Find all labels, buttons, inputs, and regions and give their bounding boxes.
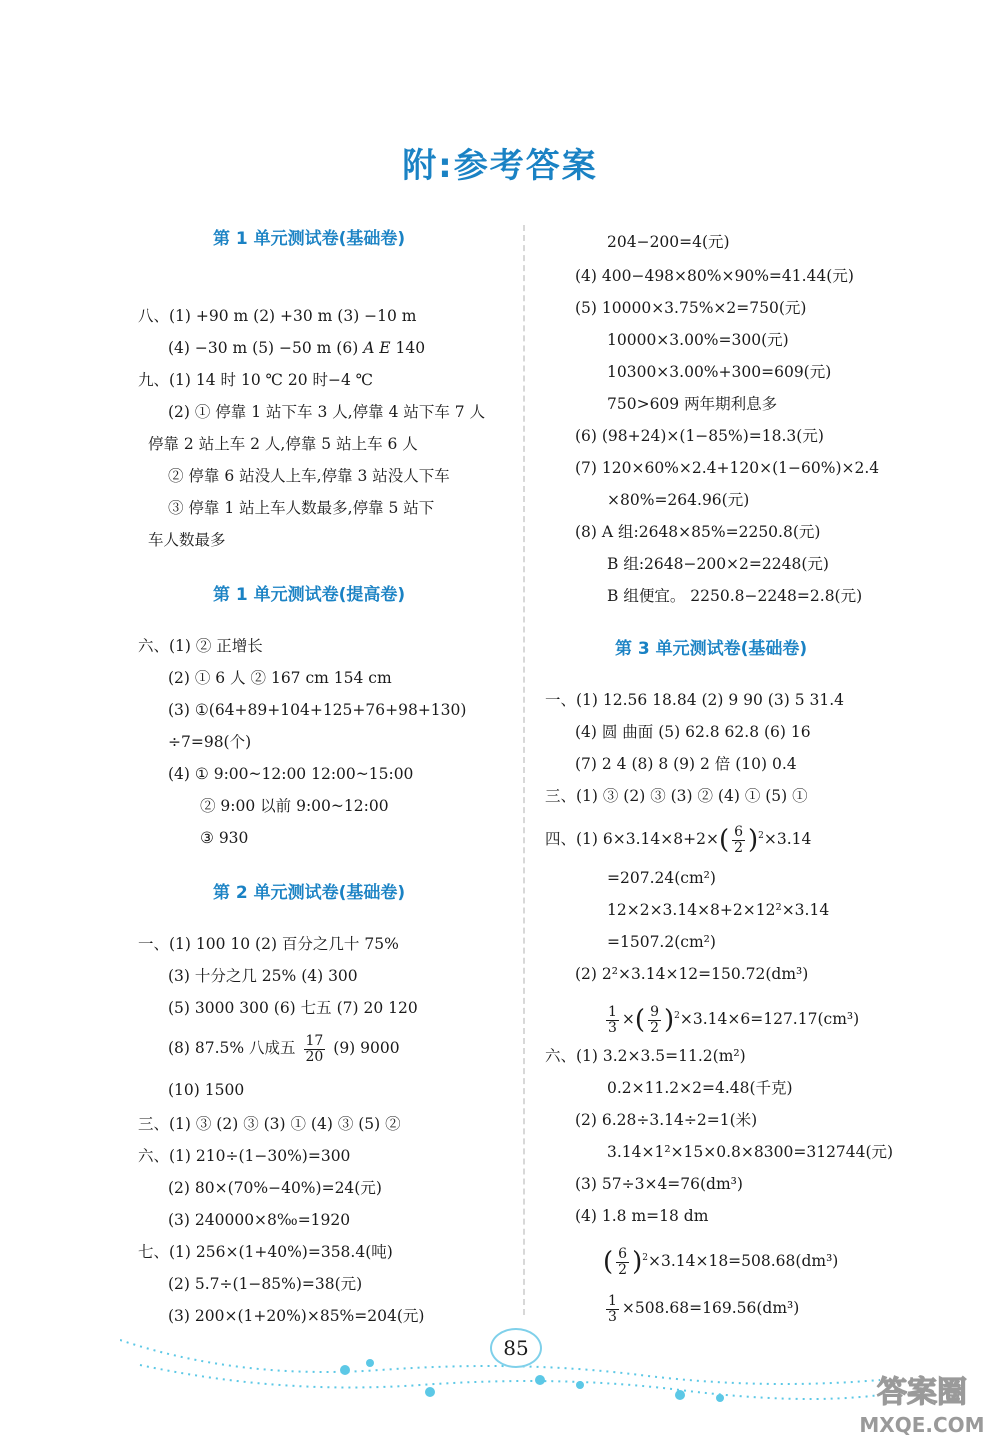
answer-line: 三、(1) ③ (2) ③ (3) ② (4) ① (5) ①: [545, 787, 808, 805]
answer-line: ÷7=98(个): [168, 733, 252, 751]
fraction: [732, 825, 745, 856]
fraction-numerator: 6: [618, 1245, 628, 1262]
fraction-denominator: 3: [608, 1019, 617, 1036]
fraction-numerator: 6: [734, 823, 744, 840]
answer-line: (2) 6.28÷3.14÷2=1(米): [575, 1111, 758, 1129]
fraction-denominator: 2: [618, 1261, 628, 1278]
section-title: 第 3 单元测试卷(基础卷): [615, 639, 808, 659]
answer-line: 10300×3.00%+300=609(元): [607, 363, 832, 381]
answer-line: 九、(1) 14 时 10 ℃ 20 时−4 ℃: [138, 371, 374, 389]
fraction-denominator: 3: [608, 1308, 617, 1325]
answer-line: (5) 10000×3.75%×2=750(元): [575, 299, 807, 317]
answer-line: 10000×3.00%=300(元): [607, 331, 789, 349]
answer-line: [168, 338, 425, 358]
answer-line: 一、(1) 12.56 18.84 (2) 9 90 (3) 5 31.4: [545, 691, 844, 709]
answer-line: (7) 120×60%×2.4+120×(1−60%)×2.4: [575, 459, 880, 477]
paren-open: (: [603, 1247, 614, 1278]
answer-text: (8) 87.5% 八成五: [168, 1039, 296, 1057]
answer-text-italic: A E: [363, 339, 391, 357]
answer-line: 六、(1) ② 正增长: [138, 637, 263, 655]
answer-line: (3) 十分之几 25% (4) 300: [168, 967, 358, 985]
answer-line: =207.24(cm²): [607, 869, 716, 887]
answer-line: 12×2×3.14×8+2×12²×3.14: [607, 901, 830, 919]
answer-line: 0.2×11.2×2=4.48(千克): [607, 1079, 793, 1097]
page-title: 附:参考答案: [402, 146, 598, 186]
exponent: 2: [642, 1253, 648, 1263]
answer-line: 一、(1) 100 10 (2) 百分之几十 75%: [138, 935, 399, 953]
section-title: 第 1 单元测试卷(提高卷): [213, 585, 406, 605]
answer-line: ×80%=264.96(元): [607, 491, 750, 509]
answer-line: 车人数最多: [148, 531, 226, 549]
answer-line: ③ 930: [200, 829, 249, 847]
answer-text: ×508.68=169.56(dm³): [621, 1299, 800, 1317]
svg-text:MXQE.COM: MXQE.COM: [859, 1413, 985, 1437]
answer-line: (2) ① 停靠 1 站下车 3 人,停靠 4 站下车 7 人: [168, 403, 486, 421]
paren-close: ): [632, 1247, 643, 1278]
answer-text: ×3.14×18=508.68(dm³): [647, 1252, 839, 1271]
answer-line: 八、(1) +90 m (2) +30 m (3) −10 m: [138, 307, 417, 325]
answer-line: 六、(1) 210÷(1−30%)=300: [138, 1147, 351, 1165]
answer-text: ×3.14: [763, 830, 812, 849]
fraction-denominator: 2: [650, 1019, 659, 1036]
answer-line: (7) 2 4 (8) 8 (9) 2 倍 (10) 0.4: [575, 755, 797, 773]
answer-line: 204−200=4(元): [607, 233, 730, 251]
fraction-numerator: 17: [305, 1032, 324, 1049]
answer-line: [603, 1238, 838, 1281]
watermark-logo: [852, 1362, 992, 1442]
answer-line: 六、(1) 3.2×3.5=11.2(m²): [545, 1047, 746, 1065]
paren-close: ): [748, 825, 759, 856]
answer-line: (4) 圆 曲面 (5) 62.8 62.8 (6) 16: [575, 723, 811, 741]
fraction: [648, 1005, 661, 1036]
answer-line: (3) 200×(1+20%)×85%=204(元): [168, 1307, 425, 1325]
fraction-denominator: 20: [305, 1048, 324, 1065]
answer-line: 750>609 两年期利息多: [607, 395, 778, 413]
paren-open: (: [634, 1005, 646, 1036]
answer-line: $\frac{1}{3}$ ×( $\frac{9}{2}$ )$^2$×3.14×6=127.17(cm³): [608, 1003, 860, 1036]
paren-open: (: [718, 825, 730, 856]
answer-line: 3.14×1²×15×0.8×8300=312744(元): [607, 1143, 894, 1161]
answer-line: (5) 3000 300 (6) 七五 (7) 20 120: [168, 999, 418, 1017]
answer-line: (10) 1500: [168, 1081, 245, 1099]
answer-line: (4) 1.8 m=18 dm: [575, 1207, 709, 1225]
answer-line: (2) 2²×3.14×12=150.72(dm³): [575, 965, 809, 983]
fraction-denominator: 2: [734, 839, 744, 856]
answer-line: ③ 停靠 1 站上车人数最多,停靠 5 站下: [168, 499, 435, 517]
answer-line: B 组便宜。 2250.8−2248=2.8(元): [607, 587, 863, 605]
exponent: 2: [758, 831, 764, 841]
answer-line: (3) 240000×8‰=1920: [168, 1211, 351, 1229]
answer-line: ② 停靠 6 站没人上车,停靠 3 站没人下车: [168, 467, 450, 485]
answer-line: (4) ① 9:00~12:00 12:00~15:00: [168, 765, 414, 783]
fraction: [606, 1005, 619, 1036]
section-title: 第 2 单元测试卷(基础卷): [213, 883, 406, 903]
paren-close: ): [664, 1005, 675, 1036]
answer-text: 四、(1) 6×3.14×8+2×: [545, 830, 719, 849]
exponent: 2: [674, 1011, 680, 1021]
page-number: 85: [490, 1328, 542, 1368]
fraction-numerator: 9: [650, 1003, 659, 1020]
answer-line: [545, 816, 811, 859]
answer-line: (3) 57÷3×4=76(dm³): [575, 1175, 743, 1193]
answer-line: 三、(1) ③ (2) ③ (3) ① (4) ③ (5) ②: [138, 1115, 401, 1133]
answer-line: (2) ① 6 人 ② 167 cm 154 cm: [168, 669, 392, 687]
answer-text: (9) 9000: [333, 1039, 400, 1057]
answer-line: [168, 1030, 400, 1066]
answer-line: (6) (98+24)×(1−85%)=18.3(元): [575, 427, 824, 445]
answer-line: ② 9:00 以前 9:00~12:00: [200, 797, 389, 815]
section-title: 第 1 单元测试卷(基础卷): [213, 229, 406, 249]
fraction: [616, 1247, 629, 1278]
answer-text: 140: [390, 339, 426, 357]
answer-text: ×3.14×6=127.17(cm³): [679, 1010, 860, 1029]
answer-line: (2) 5.7÷(1−85%)=38(元): [168, 1275, 363, 1293]
svg-text:答案圈: 答案圈: [877, 1375, 967, 1410]
answer-line: B 组:2648−200×2=2248(元): [607, 555, 829, 573]
fraction-numerator: 1: [608, 1003, 617, 1020]
fraction: [304, 1034, 326, 1065]
answer-line: (3) ①(64+89+104+125+76+98+130): [168, 701, 467, 719]
answer-line: (4) 400−498×80%×90%=41.44(元): [575, 267, 854, 285]
answer-line: (8) A 组:2648×85%=2250.8(元): [575, 523, 821, 541]
answer-line: 七、(1) 256×(1+40%)=358.4(吨): [138, 1243, 393, 1261]
column-divider: [523, 225, 525, 1315]
fraction-numerator: 1: [608, 1292, 617, 1309]
answer-line: (2) 80×(70%−40%)=24(元): [168, 1179, 382, 1197]
answer-line: 停靠 2 站上车 2 人,停靠 5 站上车 6 人: [148, 435, 418, 453]
answer-line: =1507.2(cm²): [607, 933, 716, 951]
answer-text: (4) −30 m (5) −50 m (6): [168, 339, 364, 357]
